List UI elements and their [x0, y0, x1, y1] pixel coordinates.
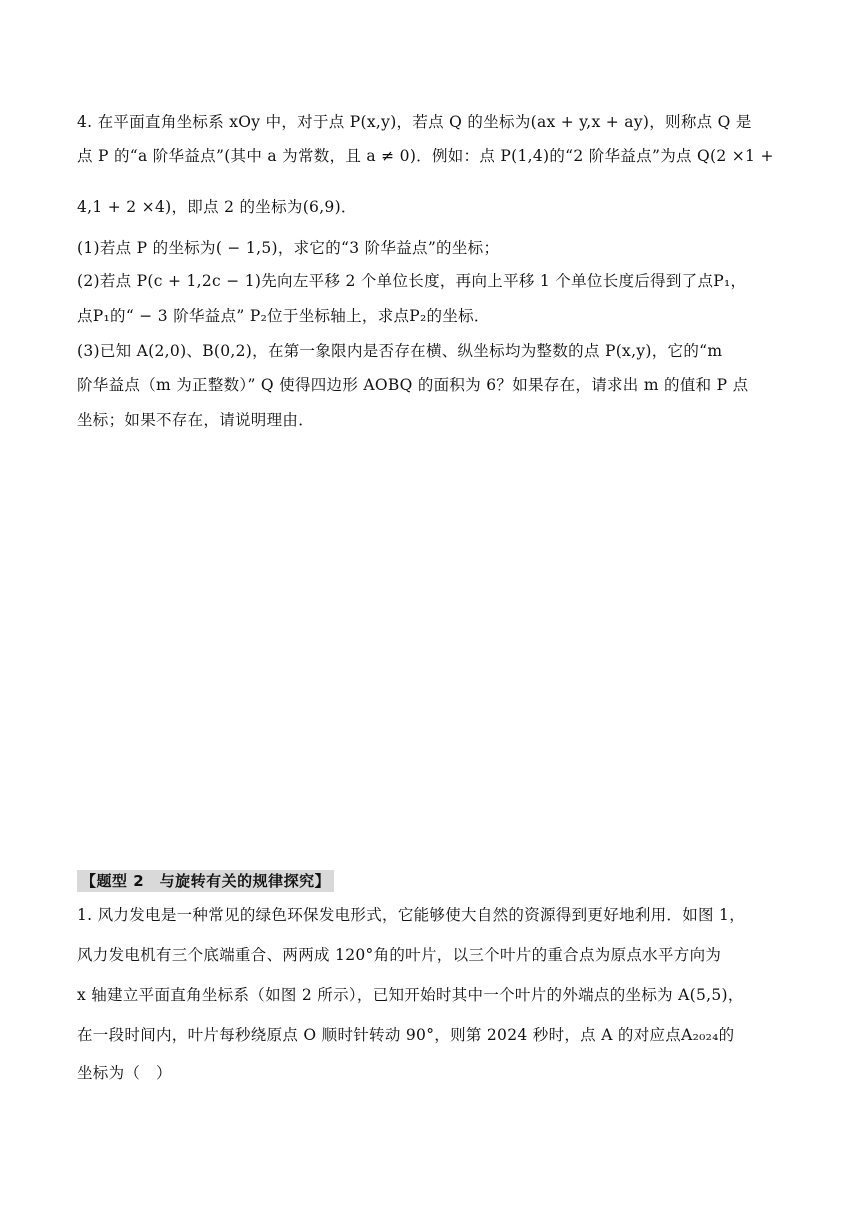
section-header: 【题型 2 与旋转有关的规律探究】: [77, 870, 334, 892]
problem-4-part-2-line-2: 点P₁的“ − 3 阶华益点” P₂位于坐标轴上，求点P₂的坐标．: [77, 307, 490, 325]
problem-1-line-4: 在一段时间内，叶片每秒绕原点 O 顺时针转动 90°，则第 2024 秒时，点 A 的对应点A₂₀₂₄的: [77, 1026, 735, 1044]
problem-1-line-2: 风力发电机有三个底端重合、两两成 120°角的叶片，以三个叶片的重合点为原点水平方向为: [77, 946, 722, 964]
problem-4-line-3: 4,1 + 2 ×4)，即点 2 的坐标为(6,9)．: [77, 198, 357, 216]
problem-4-part-3-line-3: 坐标；如果不存在，请说明理由．: [77, 411, 315, 429]
problem-4-part-3-line-2: 阶华益点（m 为正整数）” Q 使得四边形 AOBQ 的面积为 6？如果存在，请求出 m 的值和 P 点: [77, 376, 749, 394]
problem-4-part-1: (1)若点 P 的坐标为( − 1,5)，求它的“3 阶华益点”的坐标；: [77, 239, 500, 257]
problem-4-line-2: 点 P 的“a 阶华益点”(其中 a 为常数，且 a ≠ 0)．例如：点 P(1,4)的“2 阶华益点”为点 Q(2 ×1 +: [77, 147, 774, 165]
problem-1-line-5: 坐标为（ ）: [77, 1064, 172, 1082]
problem-4-part-2-line-1: (2)若点 P(c + 1,2c − 1)先向左平移 2 个单位长度，再向上平移 1 个单位长度后得到了点P₁，: [77, 272, 747, 290]
problem-4-part-3-line-1: (3)已知 A(2,0)、B(0,2)，在第一象限内是否存在横、纵坐标均为整数的点 P(x,y)，它的“m: [77, 342, 723, 360]
problem-1-line-1: 1. 风力发电是一种常见的绿色环保发电形式，它能够使大自然的资源得到更好地利用．如图 1，: [77, 906, 746, 924]
problem-4-line-1: 4. 在平面直角坐标系 xOy 中，对于点 P(x,y)，若点 Q 的坐标为(ax + y,x + ay)，则称点 Q 是: [77, 113, 752, 131]
problem-1-line-3: x 轴建立平面直角坐标系（如图 2 所示），已知开始时其中一个叶片的外端点的坐标为 A(5,5)，: [77, 986, 744, 1004]
